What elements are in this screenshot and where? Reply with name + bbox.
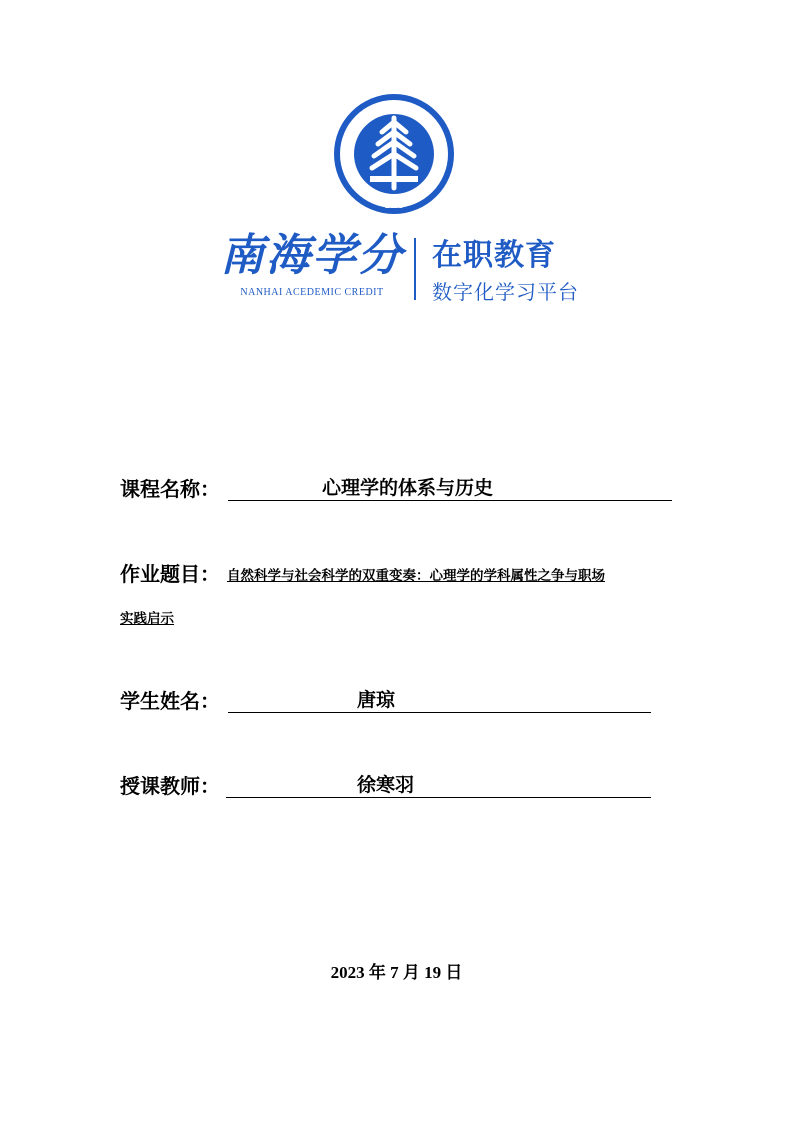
student-value: 唐琼 [357, 689, 396, 711]
teacher-label: 授课教师： [120, 774, 220, 798]
teacher-value: 徐寒羽 [357, 774, 415, 796]
school-logo [212, 92, 582, 307]
topic-value-line1: 自然科学与社会科学的双重变奏：心理学的学科属性之争与职场 [227, 568, 605, 584]
submission-date: 2023 年 7 月 19 日 [330, 963, 463, 982]
student-underline [228, 688, 651, 713]
brand-subtitle-1: 在职教育 [432, 238, 556, 273]
seal-emblem-icon [332, 92, 456, 216]
course-value: 心理学的体系与历史 [322, 477, 494, 499]
brand-name-english: NANHAI ACEDEMIC CREDIT [240, 287, 384, 298]
teacher-underline [226, 773, 651, 798]
topic-value-line2: 实践启示 [120, 611, 174, 627]
logo-divider [414, 238, 416, 300]
topic-label: 作业题目： [120, 562, 220, 586]
course-label: 课程名称： [120, 477, 220, 501]
brand-name-chinese: 南海学分 [220, 230, 404, 281]
brand-subtitle-2: 数字化学习平台 [432, 280, 579, 304]
student-label: 学生姓名： [120, 689, 220, 713]
svg-text:2001: 2001 [385, 200, 403, 210]
